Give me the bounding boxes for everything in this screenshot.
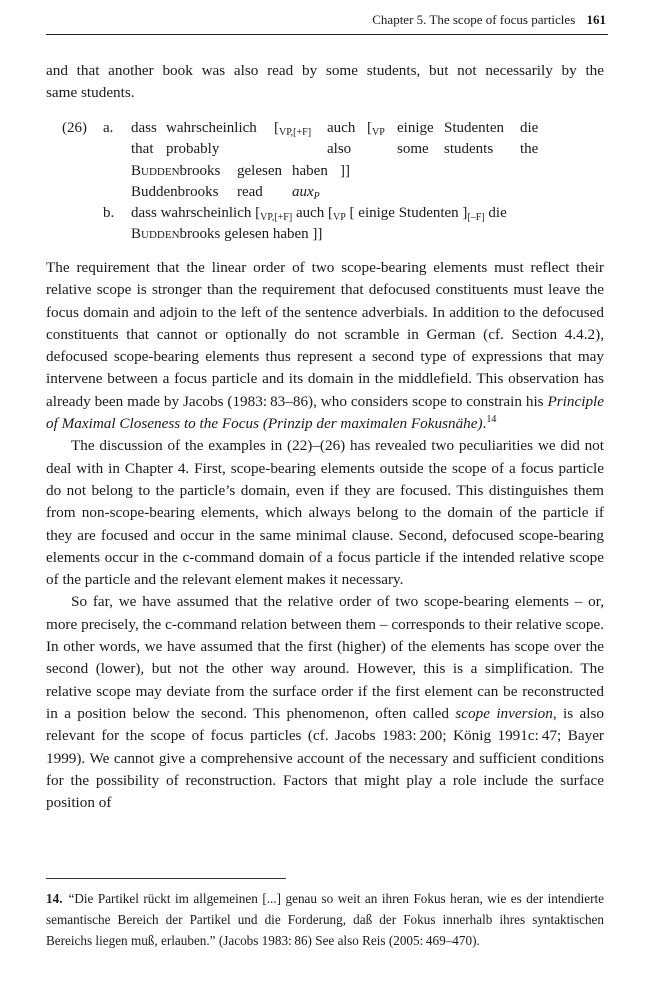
footnote-ref[interactable]: 14: [486, 414, 497, 426]
ex-a-word: Buddenbrooks: [131, 163, 221, 179]
intro-text: [46, 60, 604, 105]
ex-a-word: wahrscheinlich: [166, 120, 257, 136]
ex-a-word: die: [520, 120, 539, 136]
example-b-line-2: Buddenbrooks gelesen haben ]]: [131, 226, 323, 242]
ex-a-word: dass: [131, 120, 157, 136]
page-number: 161: [586, 12, 606, 27]
ex-a-word: haben: [292, 163, 328, 179]
paragraph-1: The requirement that the linear order of two scope-bearing elements must reflect their relative scope is stronger than the requirement that defocused constituents must leave the focus domain and adjoin to the left of the sentence adverbials. In addition to the defocused constituents that cannot or optionally do not scramble in German (cf. Section 4.4.2), defocused scope-bearing elements thus represent a second type of expressions that may intervene between a focus particle and its domain in the middlefield. This observation has already been made by Jacobs (1983: 83–86), who considers scope to constrain his Principle of Maximal Closeness to the Focus (Prinzip der maximalen Fokusnähe).$^{14}$: [46, 259, 604, 433]
gloss-word: some: [397, 141, 429, 157]
gloss-word: Buddenbrooks: [131, 184, 219, 200]
gloss-word: that: [131, 141, 154, 157]
example-a-label: a.: [103, 120, 114, 136]
gloss-word: probably: [166, 141, 220, 157]
gloss-word: aux$_P$: [292, 184, 320, 202]
footnote-rule: [46, 878, 286, 879]
intro-line-2: same students.: [46, 84, 135, 102]
paragraph-3: So far, we have assumed that the relative order of two scope-bearing elements – or, more precisely, the c-command relation between them – corresponds to their relative scope. In other words, we have assumed that the first (higher) of the elements has scope over the second (lower), but not the other way around. However, this is a simplification. The relative scope may deviate from the surface order if the first element can be reconstructed in a position below the second. This phenomenon, often called scope inversion, is also relevant for the scope of focus particles (cf. Jacobs 1983: 200; König 1991c: 47; Bayer 1999). We cannot give a comprehensive account of the necessary and sufficient conditions for the possibility of reconstruction. Factors that might play a role include the surface position of: [46, 593, 604, 812]
gloss-word: read: [237, 184, 263, 200]
gloss-word: the: [520, 141, 539, 157]
example-number: (26): [62, 120, 87, 136]
example-b-line-1: dass wahrscheinlich [$_{VP,[+F]}$ auch [$_{VP}$ [ einige Studenten ]$_{[-F]}$ die: [131, 205, 507, 223]
gloss-word: students: [444, 141, 494, 157]
ex-a-word: gelesen: [237, 163, 282, 179]
ex-a-word: ]]: [340, 163, 350, 179]
ex-a-bracket: [$_{VP,[+F]}$: [274, 120, 312, 138]
paragraph-2: The discussion of the examples in (22)–(26) has revealed two peculiarities we did not deal with in Chapter 4. First, scope-bearing elements outside the scope of a focus particle do not belong to the particle’s domain, even if they are focused. This distinguishes them from non-scope-bearing elements, which always belong to the domain of the particle if they are focused and occur in the same minimal clause. Second, defocused scope-bearing elements occur in the c-command domain of a focus particle if the intended relative scope of the particle and the relevant element makes it necessary.: [46, 437, 604, 589]
footnote-text: “Die Partikel rückt im allgemeinen [...] genau so weit an ihren Fokus heran, wie es der intendierte semantische Bereich der Partikel und die Forderung, daß der Fokus innerhalb ihres syntaktischen Bereichs liegen muß, erlauben.” (Jacobs 1983: 86) See also Reis (2005: 469–470).: [46, 891, 604, 948]
ex-a-word: auch: [327, 120, 356, 136]
running-header: [46, 12, 606, 28]
example-b-label: b.: [103, 205, 115, 221]
ex-a-bracket: [$_{VP}$: [367, 120, 385, 138]
footnote-14: [46, 888, 604, 951]
body-text: [46, 257, 604, 814]
gloss-word: also: [327, 141, 352, 157]
ex-a-word: einige: [397, 120, 434, 136]
footnote-number: 14.: [46, 891, 63, 906]
intro-line-1: and that another book was also read by some students, but not necessarily by the: [46, 62, 604, 79]
chapter-title: Chapter 5. The scope of focus particles: [372, 12, 576, 27]
ex-a-word: Studenten: [444, 120, 504, 136]
header-rule: [46, 34, 608, 35]
